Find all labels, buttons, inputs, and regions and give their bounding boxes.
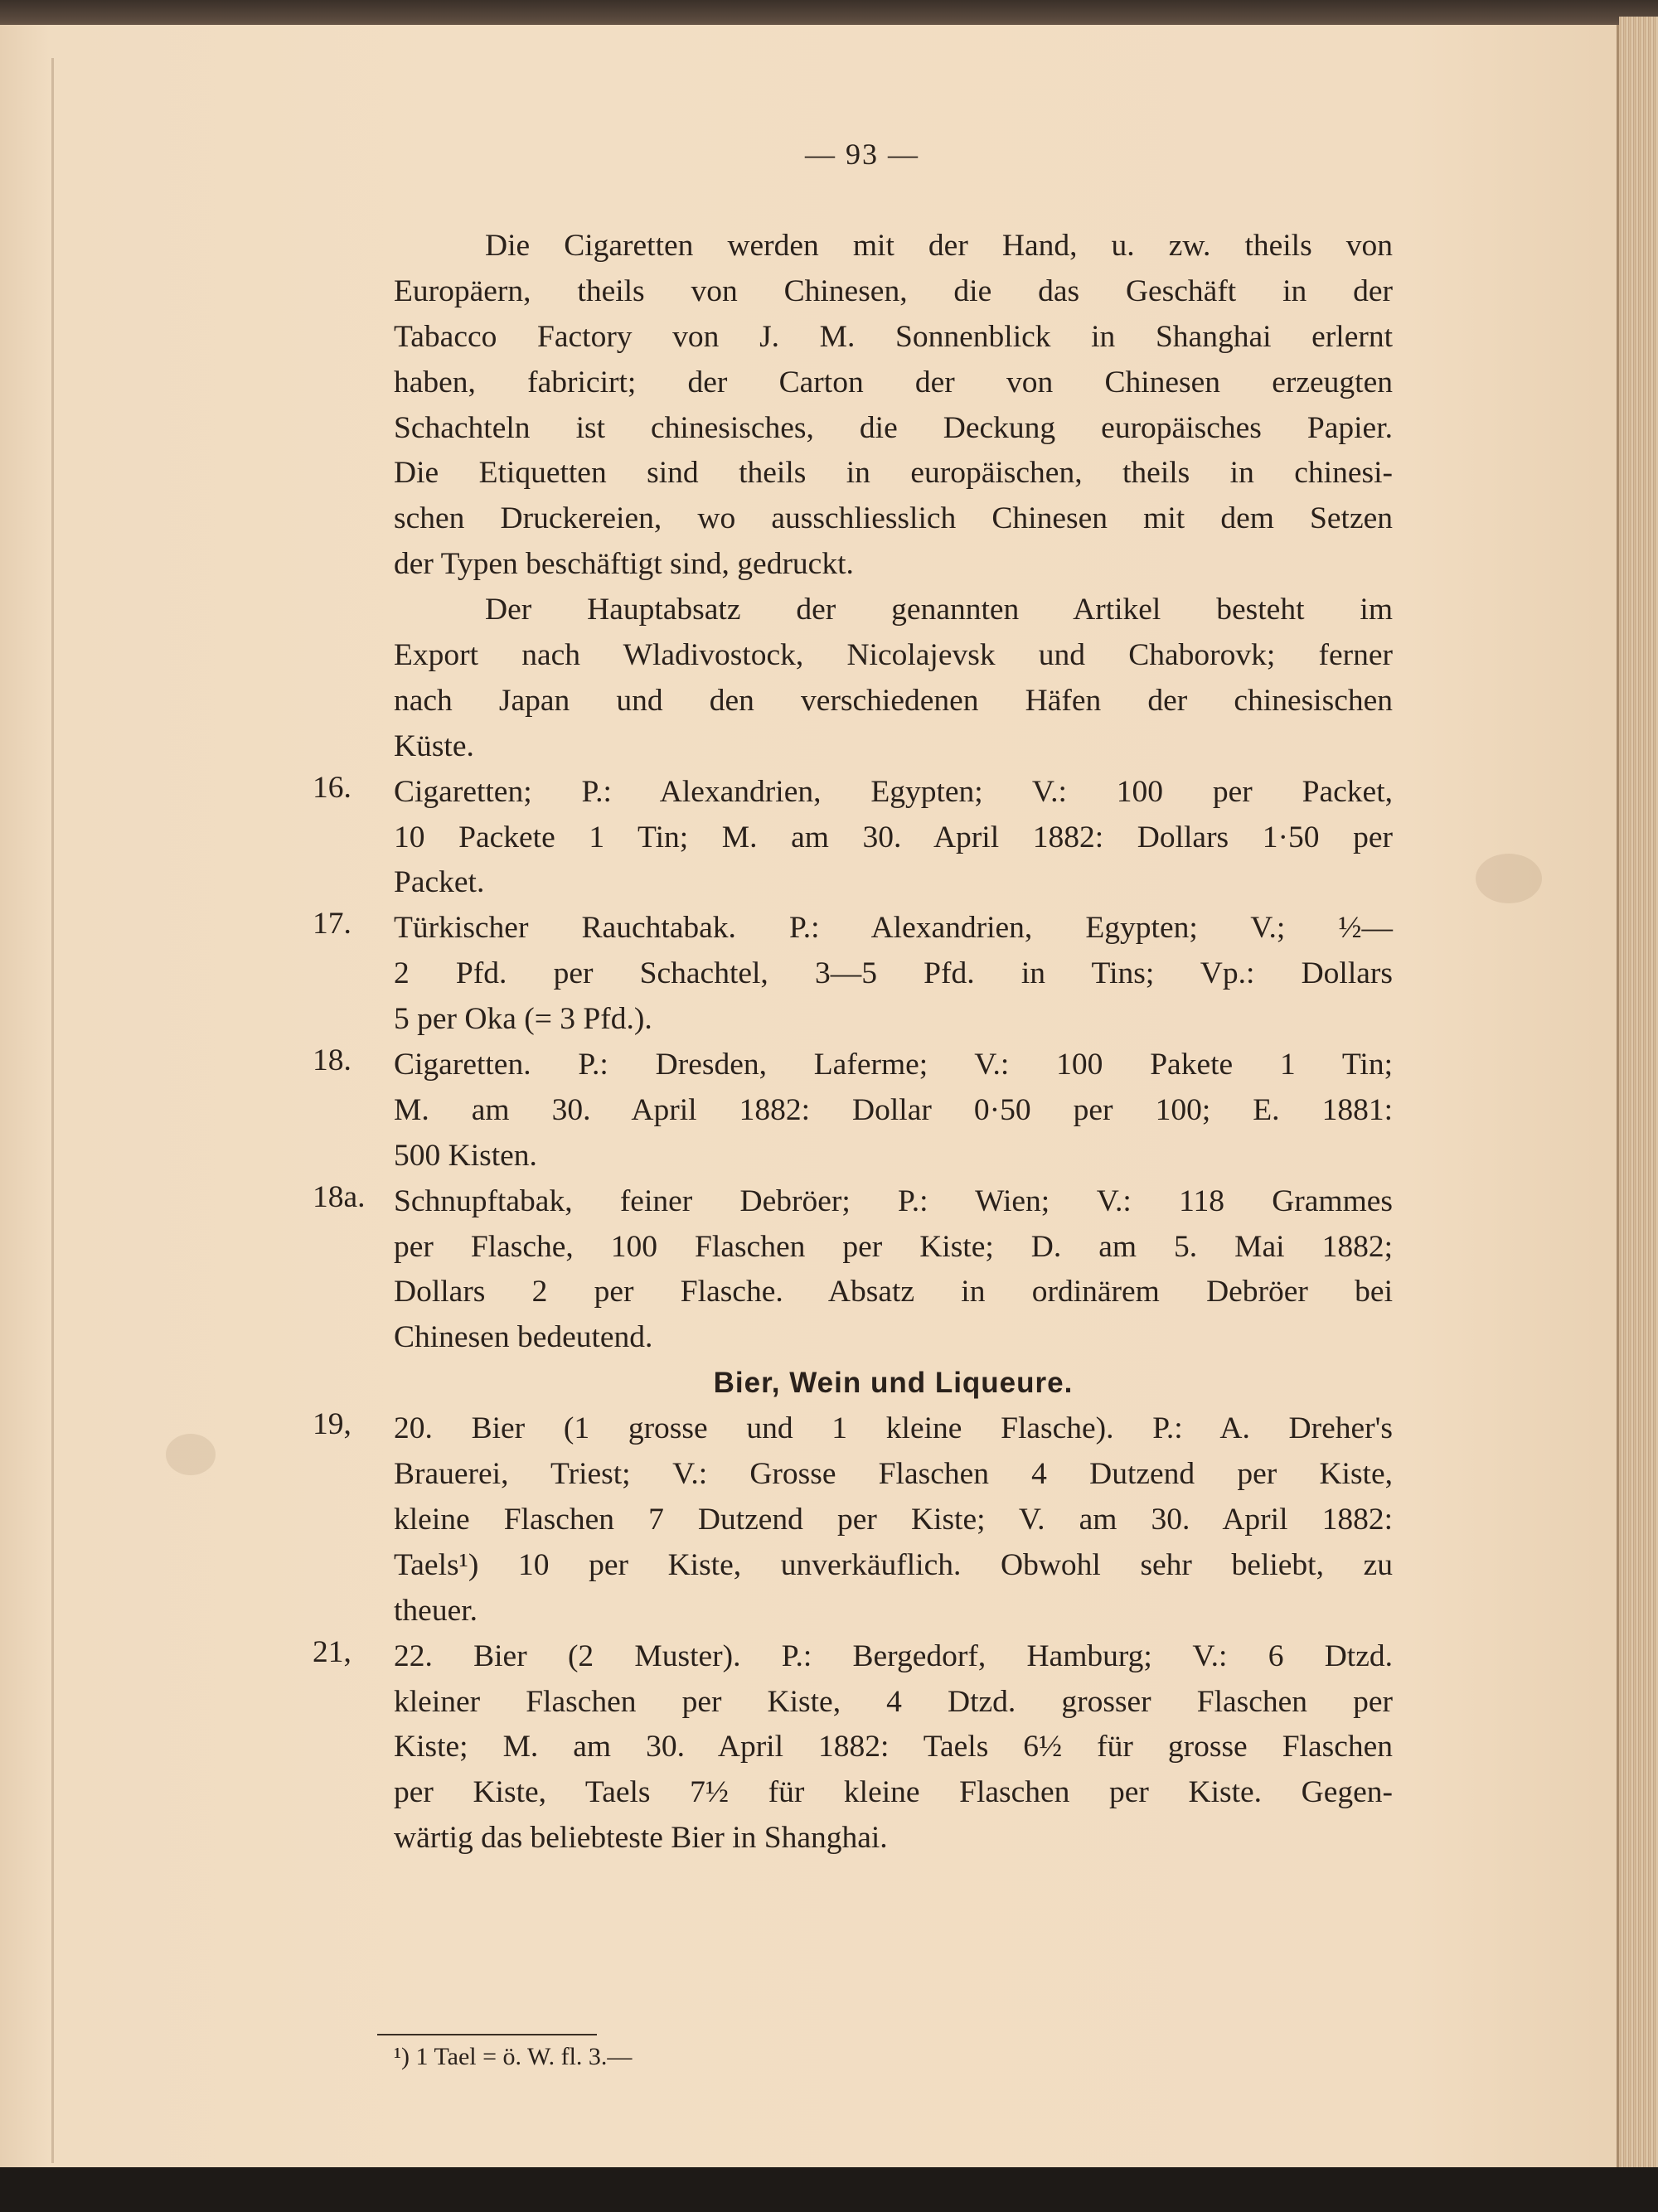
entry-number: 21, (313, 1634, 351, 1669)
text-line: Die Etiquetten sind theils in europäischen, theils in chinesi- (394, 456, 1393, 491)
paragraph (394, 588, 1393, 770)
entry-number: 18a. (313, 1179, 366, 1214)
text-line: Chinesen bedeutend. (394, 1320, 653, 1355)
text-line: per Kiste, Taels 7½ für kleine Flaschen per Kiste. Gegen- (394, 1775, 1393, 1810)
text-line: Der Hauptabsatz der genannten Artikel besteht im (485, 593, 1393, 627)
page-fore-edge (1619, 17, 1658, 2171)
entry-number: 17. (313, 907, 351, 941)
text-line: 500 Kisten. (394, 1138, 537, 1173)
text-line: 20. Bier (1 grosse und 1 kleine Flasche). P.: A. Dreher's (394, 1411, 1393, 1446)
list-entry (313, 1043, 1393, 1179)
text-line: Taels¹) 10 per Kiste, unverkäuflich. Obwohl sehr beliebt, zu (394, 1547, 1393, 1582)
text-line: Cigaretten; P.: Alexandrien, Egypten; V.: 100 per Packet, (394, 774, 1393, 809)
text-line: 2 Pfd. per Schachtel, 3—5 Pfd. in Tins; Vp.: Dollars (394, 956, 1393, 991)
list-entry (313, 1634, 1393, 1861)
text-line: nach Japan und den verschiedenen Häfen der chinesischen (394, 683, 1393, 718)
text-line: Tabacco Factory von J. M. Sonnenblick in Shanghai erlernt (394, 319, 1393, 354)
text-line: der Typen beschäftigt sind, gedruckt. (394, 547, 854, 582)
text-line: per Flasche, 100 Flaschen per Kiste; D. am 5. Mai 1882; (394, 1229, 1393, 1264)
text-line: Cigaretten. P.: Dresden, Laferme; V.: 100 Pakete 1 Tin; (394, 1048, 1393, 1082)
text-line: kleine Flaschen 7 Dutzend per Kiste; V. am 30. April 1882: (394, 1502, 1393, 1537)
paper-stain (1476, 854, 1542, 903)
text-line: Türkischer Rauchtabak. P.: Alexandrien, Egypten; V.; ½— (394, 911, 1393, 946)
text-line: Kiste; M. am 30. April 1882: Taels 6½ für grosse Flaschen (394, 1730, 1393, 1764)
page-gutter-shadow (51, 58, 54, 2163)
text-line: 10 Packete 1 Tin; M. am 30. April 1882: Dollars 1·50 per (394, 820, 1393, 854)
text-line: M. am 30. April 1882: Dollar 0·50 per 100; E. 1881: (394, 1092, 1393, 1127)
text-line: 22. Bier (2 Muster). P.: Bergedorf, Hamburg; V.: 6 Dtzd. (394, 1638, 1393, 1673)
text-line: Dollars 2 per Flasche. Absatz in ordinärem Debröer bei (394, 1275, 1393, 1309)
text-line: Küste. (394, 728, 474, 763)
text-line: Schnupftabak, feiner Debröer; P.: Wien; V.: 118 Grammes (394, 1183, 1393, 1218)
list-entry (313, 770, 1393, 907)
entry-number: 19, (313, 1407, 351, 1442)
list-entry (313, 1179, 1393, 1362)
text-line: theuer. (394, 1593, 478, 1628)
text-line: Die Cigaretten werden mit der Hand, u. zw. theils von (485, 229, 1393, 263)
body-column (313, 224, 1393, 2070)
text-line: schen Druckereien, wo ausschliesslich Chinesen mit dem Setzen (394, 501, 1393, 536)
text-line: Export nach Wladivostock, Nicolajevsk und Chaborovk; ferner (394, 638, 1393, 673)
entry-number: 16. (313, 770, 351, 805)
text-line: Europäern, theils von Chinesen, die das Geschäft in der (394, 273, 1393, 308)
paragraph (394, 224, 1393, 588)
text-line: kleiner Flaschen per Kiste, 4 Dtzd. grosser Flaschen per (394, 1684, 1393, 1719)
book-bottom-edge (0, 2167, 1658, 2212)
text-line: haben, fabricirt; der Carton der von Chinesen erzeugten (394, 365, 1393, 399)
text-line: 5 per Oka (= 3 Pfd.). (394, 1002, 652, 1037)
text-line: Packet. (394, 865, 485, 900)
text-line: Schachteln ist chinesisches, die Deckung europäisches Papier. (394, 410, 1393, 445)
text-line: wärtig das beliebteste Bier in Shanghai. (394, 1821, 888, 1856)
section-heading: Bier, Wein und Liqueure. (713, 1367, 1074, 1400)
footnote-rule (377, 2034, 597, 2035)
paper-stain (166, 1434, 216, 1475)
entry-number: 18. (313, 1043, 351, 1078)
list-entry (313, 1406, 1393, 1634)
page-number: — 93 — (805, 138, 919, 171)
footnote: ¹) 1 Tael = ö. W. fl. 3.— (394, 2043, 633, 2070)
text-line: Brauerei, Triest; V.: Grosse Flaschen 4 Dutzend per Kiste, (394, 1457, 1393, 1492)
list-entry (313, 906, 1393, 1043)
